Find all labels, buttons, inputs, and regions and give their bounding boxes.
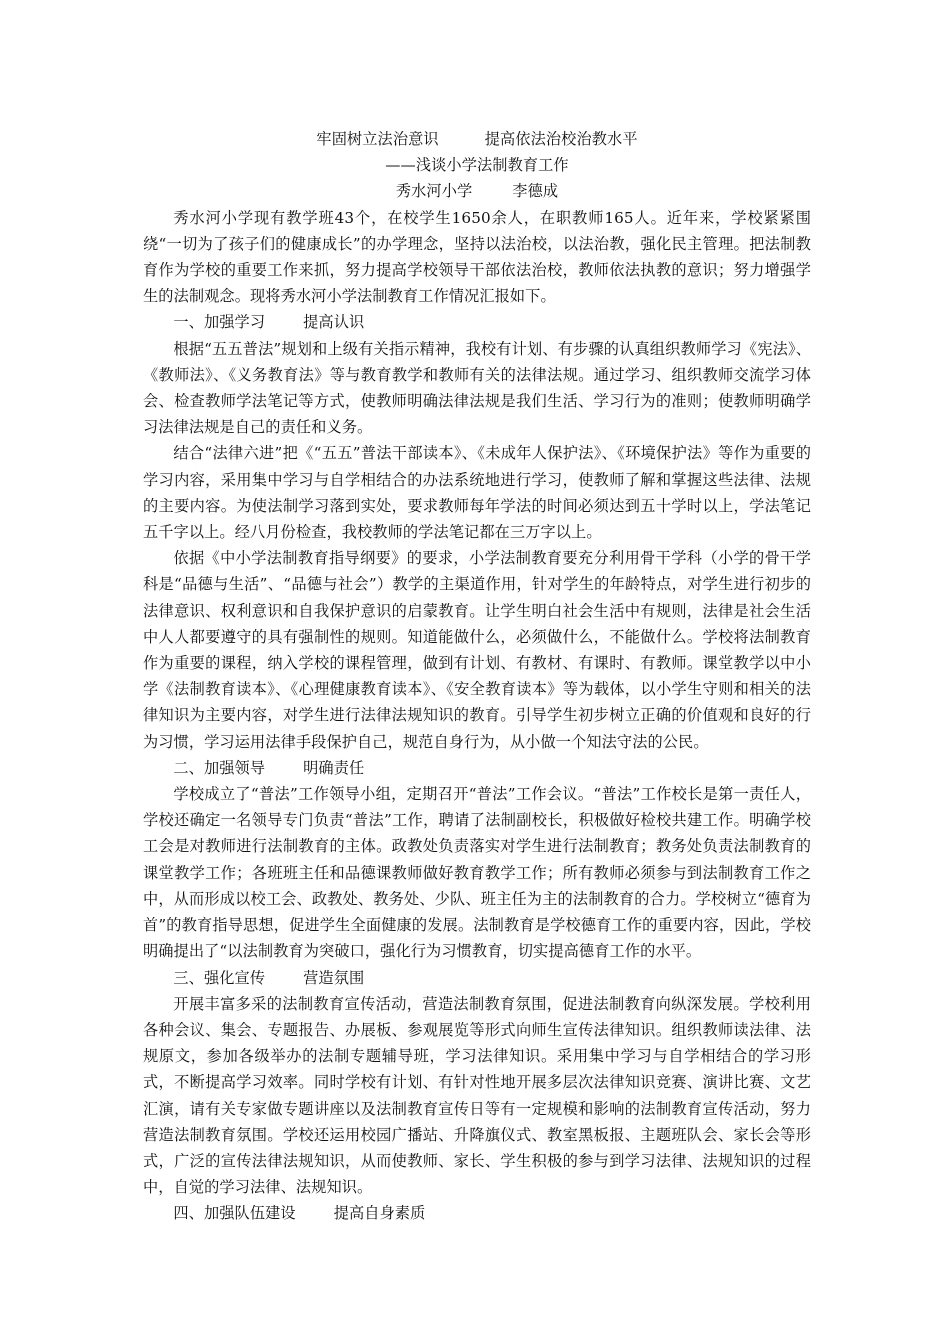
- section-1-heading: [143, 309, 811, 335]
- author-name: 李德成: [512, 182, 559, 201]
- section-3-heading-b: 营造氛围: [303, 968, 365, 987]
- section-1-paragraph-3: 依据《中小学法制教育指导纲要》的要求，小学法制教育要充分利用骨干学科（小学的骨干学科是“品德与生活”、“品德与社会”）教学的主渠道作用，针对学生的年龄特点，对学生进行初步的法律意识、权利意识和自我保护意识的启蒙教育。让学生明白社会生活中有规则，法律是社会生活中人人都要遵守的具有强制性的规则。知道能做什么，必须做什么，不能做什么。学校将法制教育作为重要的课程，纳入学校的课程管理，做到有计划、有教材、有课时、有教师。课堂教学以中小学《法制教育读本》、《心理健康教育读本》、《安全教育读本》等为载体，以小学生守则和相关的法律知识为主要内容，对学生进行法律法规知识的教育。引导学生初步树立正确的价值观和良好的行为习惯，学习运用法律手段保护自己，规范自身行为，从小做一个知法守法的公民。: [143, 549, 811, 751]
- section-2-heading-a: 二、加强领导: [173, 758, 266, 777]
- section-1-paragraph-1: 根据“五五普法”规划和上级有关指示精神，我校有计划、有步骤的认真组织教师学习《宪法》、《教师法》、《义务教育法》等与教育教学和教师有关的法律法规。通过学习、组织教师交流学习体会、检查教师学法笔记等方式，使教师明确法律法规是我们生活、学习行为的准则；使教师明确学习法律法规是自己的责任和义务。: [143, 339, 811, 437]
- document-title: [143, 126, 811, 152]
- section-4-heading-b: 提高自身素质: [333, 1204, 426, 1223]
- section-4-heading-a: 四、加强队伍建设: [173, 1204, 296, 1223]
- section-1-heading-b: 提高认识: [303, 313, 365, 332]
- author-school: 秀水河小学: [395, 182, 473, 201]
- section-3-heading: [143, 965, 811, 991]
- document-body: [143, 126, 811, 1227]
- section-1-heading-a: 一、加强学习: [173, 313, 266, 332]
- intro-paragraph: 秀水河小学现有教学班43个，在校学生1650余人，在职教师165人。近年来，学校紧紧围绕“一切为了孩子们的健康成长”的办学理念，坚持以法治校，以法治教，强化民主管理。把法制教育作为学校的重要工作来抓，努力提高学校领导干部依法治校，教师依法执教的意识；努力增强学生的法制观念。现将秀水河小学法制教育工作情况汇报如下。: [143, 208, 811, 306]
- section-2-paragraph-1: 学校成立了“普法”工作领导小组，定期召开“普法”工作会议。“普法”工作校长是第一责任人，学校还确定一名领导专门负责“普法”工作，聘请了法制副校长，积极做好检校共建工作。明确学校工会是对教师进行法制教育的主体。政教处负责落实对学生进行法制教育；教务处负责法制教育的课堂教学工作；各班班主任和品德课教师做好教育教学工作；所有教师必须参与到法制教育工作之中，从而形成以校工会、政教处、教务处、少队、班主任为主的法制教育的合力。学校树立“德育为首”的教育指导思想，促进学生全面健康的发展。法制教育是学校德育工作的重要内容，因此，学校明确提出了“以法制教育为突破口，强化行为习惯教育，切实提高德育工作的水平。: [143, 785, 811, 961]
- section-3-paragraph-1: 开展丰富多采的法制教育宣传活动，营造法制教育氛围，促进法制教育向纵深发展。学校利用各种会议、集会、专题报告、办展板、参观展览等形式向师生宣传法律知识。组织教师读法律、法规原文，参加各级举办的法制专题辅导班，学习法律知识。采用集中学习与自学相结合的学习形式，不断提高学习效率。同时学校有计划、有针对性地开展多层次法律知识竞赛、演讲比赛、文艺汇演，请有关专家做专题讲座以及法制教育宣传日等有一定规模和影响的法制教育宣传活动，努力营造法制教育氛围。学校还运用校园广播站、升降旗仪式、教室黑板报、主题班队会、家长会等形式，广泛的宣传法律法规知识，从而使教师、家长、学生积极的参与到学习法律、法规知识的过程中，自觉的学习法律、法规知识。: [143, 994, 811, 1197]
- section-2-heading-b: 明确责任: [303, 758, 365, 777]
- section-2-heading: [143, 755, 811, 781]
- section-3-heading-a: 三、强化宣传: [173, 968, 266, 987]
- author-line: [143, 178, 811, 204]
- document-subtitle: ——浅谈小学法制教育工作: [385, 156, 569, 175]
- section-1-paragraph-2: 结合“法律六进”把《“五五”普法干部读本》、《未成年人保护法》、《环境保护法》等作为重要的学习内容，采用集中学习与自学相结合的办法系统地进行学习，使教师了解和掌握这些法律、法规的主要内容。为使法制学习落到实处，要求教师每年学法的时间必须达到五十学时以上，学法笔记五千字以上。经八月份检查，我校教师的学法笔记都在三万字以上。: [143, 444, 811, 542]
- title-part-2: 提高依法治校治教水平: [484, 130, 638, 148]
- title-part-1: 牢固树立法治意识: [316, 130, 439, 148]
- section-4-heading: [143, 1200, 811, 1226]
